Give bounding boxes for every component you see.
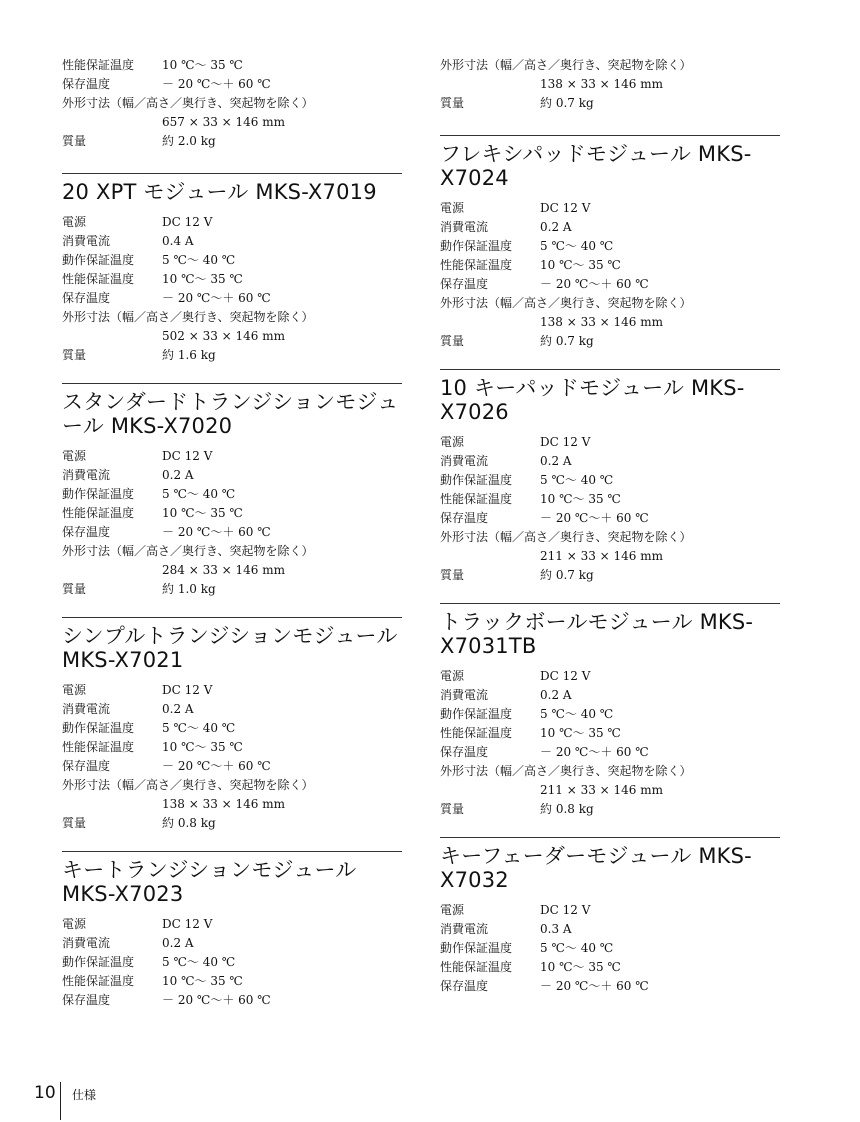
spec-row	[62, 232, 402, 251]
spec-row	[62, 75, 402, 94]
dimension-label: 外形寸法（幅／高さ／奥行き、突起物を除く）	[62, 544, 314, 558]
spec-label: 電源	[62, 683, 87, 697]
left-column	[62, 56, 402, 1028]
dimension-label-row	[62, 776, 402, 795]
spec-value: DC 12 V	[540, 435, 591, 449]
spec-value: 5 ℃～ 40 ℃	[540, 239, 614, 253]
dimension-value-row	[62, 561, 402, 580]
dimension-label: 外形寸法（幅／高さ／奥行き、突起物を除く）	[62, 310, 314, 324]
spec-value: 10 ℃～ 35 ℃	[540, 492, 621, 506]
spec-value: 0.2 A	[540, 688, 572, 702]
spec-label: 動作保証温度	[62, 955, 135, 969]
spec-row	[62, 681, 402, 700]
spec-row	[440, 452, 780, 471]
dimension-value-row	[440, 781, 780, 800]
spec-row	[62, 56, 402, 75]
spec-value: DC 12 V	[162, 917, 213, 931]
dimension-label-row	[440, 294, 780, 313]
spec-row	[440, 743, 780, 762]
dimension-value-row	[440, 75, 780, 94]
spec-label: 保存温度	[440, 511, 489, 525]
spec-value: 0.2 A	[162, 702, 194, 716]
mass-value: 約 2.0 kg	[162, 134, 216, 148]
spec-section-mks-x7021	[62, 617, 402, 833]
spec-label: 性能保証温度	[62, 272, 135, 286]
dimension-label: 外形寸法（幅／高さ／奥行き、突起物を除く）	[440, 530, 692, 544]
spec-value: DC 12 V	[540, 903, 591, 917]
dimension-value-row	[440, 547, 780, 566]
spec-row	[440, 686, 780, 705]
spec-section-mks-x7023	[62, 851, 402, 1010]
spec-row	[440, 939, 780, 958]
spec-value: 5 ℃～ 40 ℃	[162, 721, 236, 735]
spec-section-mks-x7020	[62, 383, 402, 599]
spec-section-continued	[62, 56, 402, 151]
spec-label: 消費電流	[440, 454, 489, 468]
mass-label: 質量	[62, 582, 87, 596]
spec-label: 電源	[440, 903, 465, 917]
dimension-value: 657 × 33 × 146 mm	[162, 115, 286, 129]
section-rule	[440, 603, 780, 604]
spec-label: 電源	[440, 669, 465, 683]
dimension-value-row	[62, 327, 402, 346]
spec-row	[62, 719, 402, 738]
spec-value: 0.2 A	[540, 454, 572, 468]
spec-row	[440, 237, 780, 256]
section-title: スタンダードトランジションモジュール MKS-X7020	[62, 390, 399, 438]
mass-value: 約 0.7 kg	[540, 334, 594, 348]
dimension-value-row	[62, 795, 402, 814]
spec-label: 性能保証温度	[440, 258, 513, 272]
section-title: 10 キーパッドモジュール MKS-X7026	[440, 376, 745, 424]
spec-label: 消費電流	[62, 936, 111, 950]
dimension-label: 外形寸法（幅／高さ／奥行き、突起物を除く）	[440, 296, 692, 310]
spec-section-mks-x7032	[440, 837, 780, 996]
spec-label: 保存温度	[440, 745, 489, 759]
spec-label: 性能保証温度	[440, 492, 513, 506]
mass-label: 質量	[62, 134, 87, 148]
spec-label: 消費電流	[62, 234, 111, 248]
section-title: シンプルトランジションモジュール MKS-X7021	[62, 624, 398, 672]
spec-row	[62, 213, 402, 232]
spec-value: － 20 ℃～＋ 60 ℃	[162, 993, 271, 1007]
dimension-value: 502 × 33 × 146 mm	[162, 329, 286, 343]
spec-section-mks-x7019	[62, 173, 402, 365]
mass-label: 質量	[440, 334, 465, 348]
mass-row	[440, 94, 780, 113]
spec-value: 5 ℃～ 40 ℃	[540, 473, 614, 487]
spec-row	[62, 757, 402, 776]
dimension-label-row	[440, 762, 780, 781]
spec-label: 保存温度	[440, 979, 489, 993]
dimension-label-row	[440, 528, 780, 547]
spec-value: 0.2 A	[540, 220, 572, 234]
mass-label: 質量	[62, 816, 87, 830]
spec-row	[440, 218, 780, 237]
dimension-label: 外形寸法（幅／高さ／奥行き、突起物を除く）	[62, 778, 314, 792]
spec-value: － 20 ℃～＋ 60 ℃	[540, 277, 649, 291]
spec-label: 電源	[62, 917, 87, 931]
spec-row	[62, 953, 402, 972]
spec-label: 動作保証温度	[440, 941, 513, 955]
spec-label: 消費電流	[440, 688, 489, 702]
dimension-value: 138 × 33 × 146 mm	[540, 315, 664, 329]
spec-value: 10 ℃～ 35 ℃	[162, 58, 243, 72]
spec-row	[62, 991, 402, 1010]
spec-label: 電源	[62, 215, 87, 229]
dimension-label: 外形寸法（幅／高さ／奥行き、突起物を除く）	[440, 58, 692, 72]
spec-section-continued	[440, 56, 780, 113]
spec-label: 保存温度	[62, 525, 111, 539]
spec-value: 5 ℃～ 40 ℃	[162, 253, 236, 267]
section-rule	[62, 851, 402, 852]
mass-value: 約 1.0 kg	[162, 582, 216, 596]
spec-value: 10 ℃～ 35 ℃	[162, 740, 243, 754]
dimension-value: 284 × 33 × 146 mm	[162, 563, 286, 577]
spec-row	[62, 447, 402, 466]
spec-label: 動作保証温度	[440, 473, 513, 487]
mass-row	[62, 132, 402, 151]
section-rule	[62, 173, 402, 174]
mass-row	[62, 346, 402, 365]
mass-row	[440, 800, 780, 819]
spec-value: 10 ℃～ 35 ℃	[540, 258, 621, 272]
spec-value: － 20 ℃～＋ 60 ℃	[540, 979, 649, 993]
spec-label: 性能保証温度	[62, 58, 135, 72]
spec-row	[440, 199, 780, 218]
spec-row	[440, 433, 780, 452]
spec-label: 動作保証温度	[440, 707, 513, 721]
spec-label: 電源	[440, 435, 465, 449]
spec-row	[62, 251, 402, 270]
spec-value: 10 ℃～ 35 ℃	[162, 974, 243, 988]
spec-label: 性能保証温度	[440, 960, 513, 974]
spec-value: 5 ℃～ 40 ℃	[540, 707, 614, 721]
spec-label: 電源	[440, 201, 465, 215]
dimension-label-row	[440, 56, 780, 75]
spec-value: DC 12 V	[162, 449, 213, 463]
mass-row	[62, 814, 402, 833]
spec-row	[440, 724, 780, 743]
spec-label: 動作保証温度	[62, 721, 135, 735]
spec-label: 保存温度	[62, 759, 111, 773]
chapter-label: 仕様	[72, 1088, 97, 1102]
spec-value: － 20 ℃～＋ 60 ℃	[162, 525, 271, 539]
dimension-label-row	[62, 542, 402, 561]
spec-label: 消費電流	[62, 468, 111, 482]
spec-row	[62, 504, 402, 523]
spec-label: 保存温度	[62, 291, 111, 305]
spec-row	[440, 509, 780, 528]
spec-value: 10 ℃～ 35 ℃	[540, 726, 621, 740]
section-title: フレキシパッドモジュール MKS-X7024	[440, 142, 752, 190]
mass-value: 約 0.8 kg	[162, 816, 216, 830]
spec-row	[62, 523, 402, 542]
spec-value: 5 ℃～ 40 ℃	[162, 955, 236, 969]
spec-label: 動作保証温度	[440, 239, 513, 253]
spec-label: 保存温度	[62, 77, 111, 91]
spec-row	[440, 920, 780, 939]
dimension-value-row	[62, 113, 402, 132]
spec-row	[440, 901, 780, 920]
dimension-value-row	[440, 313, 780, 332]
mass-value: 約 0.8 kg	[540, 802, 594, 816]
spec-section-mks-x7024	[440, 135, 780, 351]
section-rule	[62, 617, 402, 618]
spec-label: 電源	[62, 449, 87, 463]
dimension-label-row	[62, 94, 402, 113]
section-rule	[440, 837, 780, 838]
spec-section-mks-x7031tb	[440, 603, 780, 819]
spec-label: 性能保証温度	[62, 974, 135, 988]
spec-row	[440, 275, 780, 294]
footer-divider	[60, 1082, 61, 1120]
spec-label: 保存温度	[440, 277, 489, 291]
mass-row	[62, 580, 402, 599]
spec-row	[440, 471, 780, 490]
spec-row	[440, 667, 780, 686]
spec-row	[440, 256, 780, 275]
section-title: 20 XPT モジュール MKS-X7019	[62, 180, 377, 204]
dimension-label: 外形寸法（幅／高さ／奥行き、突起物を除く）	[440, 764, 692, 778]
mass-label: 質量	[440, 568, 465, 582]
spec-label: 動作保証温度	[62, 487, 135, 501]
spec-value: － 20 ℃～＋ 60 ℃	[162, 77, 271, 91]
spec-value: － 20 ℃～＋ 60 ℃	[540, 745, 649, 759]
spec-row	[62, 915, 402, 934]
spec-value: － 20 ℃～＋ 60 ℃	[540, 511, 649, 525]
mass-row	[440, 332, 780, 351]
spec-row	[62, 972, 402, 991]
spec-value: 5 ℃～ 40 ℃	[162, 487, 236, 501]
spec-row	[62, 466, 402, 485]
dimension-label: 外形寸法（幅／高さ／奥行き、突起物を除く）	[62, 96, 314, 110]
mass-label: 質量	[440, 802, 465, 816]
dimension-value: 211 × 33 × 146 mm	[540, 549, 664, 563]
spec-row	[62, 700, 402, 719]
spec-value: 0.3 A	[540, 922, 572, 936]
page-number: 10	[34, 1083, 56, 1103]
spec-label: 性能保証温度	[440, 726, 513, 740]
spec-value: 10 ℃～ 35 ℃	[162, 272, 243, 286]
spec-label: 保存温度	[62, 993, 111, 1007]
spec-value: 0.2 A	[162, 936, 194, 950]
spec-label: 消費電流	[62, 702, 111, 716]
mass-value: 約 1.6 kg	[162, 348, 216, 362]
spec-value: DC 12 V	[540, 201, 591, 215]
mass-label: 質量	[440, 96, 465, 110]
right-column	[440, 56, 780, 1014]
mass-label: 質量	[62, 348, 87, 362]
spec-value: 0.4 A	[162, 234, 194, 248]
section-title: トラックボールモジュール MKS-X7031TB	[440, 610, 754, 658]
spec-row	[440, 977, 780, 996]
spec-value: 5 ℃～ 40 ℃	[540, 941, 614, 955]
mass-value: 約 0.7 kg	[540, 96, 594, 110]
spec-label: 動作保証温度	[62, 253, 135, 267]
spec-value: 10 ℃～ 35 ℃	[162, 506, 243, 520]
spec-row	[440, 705, 780, 724]
spec-row	[440, 958, 780, 977]
spec-row	[440, 490, 780, 509]
spec-value: DC 12 V	[162, 215, 213, 229]
spec-row	[62, 934, 402, 953]
spec-row	[62, 270, 402, 289]
spec-label: 性能保証温度	[62, 506, 135, 520]
dimension-value: 138 × 33 × 146 mm	[162, 797, 286, 811]
spec-section-mks-x7026	[440, 369, 780, 585]
spec-value: 10 ℃～ 35 ℃	[540, 960, 621, 974]
spec-row	[62, 485, 402, 504]
spec-value: － 20 ℃～＋ 60 ℃	[162, 759, 271, 773]
spec-value: DC 12 V	[162, 683, 213, 697]
spec-value: － 20 ℃～＋ 60 ℃	[162, 291, 271, 305]
dimension-value: 138 × 33 × 146 mm	[540, 77, 664, 91]
dimension-label-row	[62, 308, 402, 327]
section-title: キーフェーダーモジュール MKS-X7032	[440, 844, 752, 892]
mass-value: 約 0.7 kg	[540, 568, 594, 582]
spec-label: 性能保証温度	[62, 740, 135, 754]
spec-value: 0.2 A	[162, 468, 194, 482]
section-rule	[440, 135, 780, 136]
spec-row	[62, 738, 402, 757]
mass-row	[440, 566, 780, 585]
spec-value: DC 12 V	[540, 669, 591, 683]
section-title: キートランジションモジュール MKS-X7023	[62, 858, 357, 906]
spec-label: 消費電流	[440, 220, 489, 234]
dimension-value: 211 × 33 × 146 mm	[540, 783, 664, 797]
section-rule	[62, 383, 402, 384]
section-rule	[440, 369, 780, 370]
spec-row	[62, 289, 402, 308]
spec-label: 消費電流	[440, 922, 489, 936]
